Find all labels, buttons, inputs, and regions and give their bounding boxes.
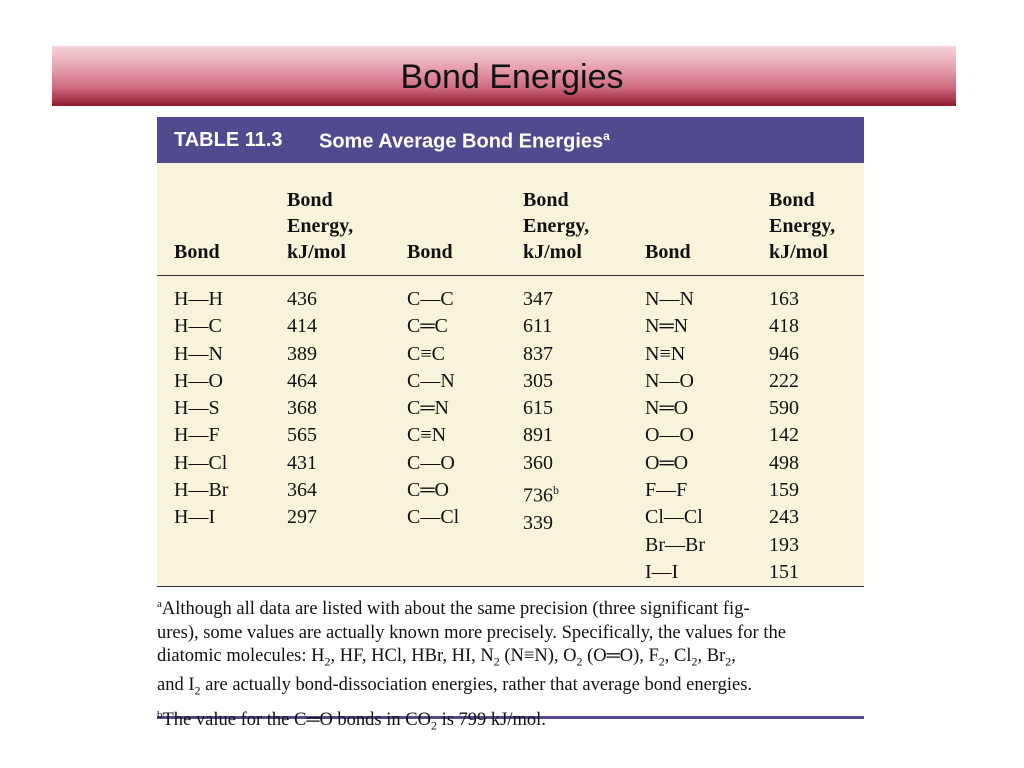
bond-cell: C═O: [407, 479, 449, 502]
bond-column-1: [174, 286, 228, 532]
energy-cell: 243: [769, 506, 799, 529]
energy-cell: 305: [523, 369, 553, 392]
energy-cell: 736$^b$: [523, 483, 559, 507]
energy-cell: 142: [769, 424, 799, 447]
slide-title: Bond Energies: [400, 58, 624, 96]
energy-column-2: [523, 286, 559, 537]
bond-cell: C═C: [407, 315, 448, 338]
energy-cell: 159: [769, 479, 799, 502]
table-body: [157, 163, 864, 586]
energy-cell: 436: [287, 288, 317, 310]
energy-cell: 222: [769, 369, 799, 392]
energy-cell: 464: [287, 369, 317, 392]
bond-cell: C—C: [407, 288, 454, 310]
energy-cell: 611: [523, 315, 553, 338]
table-header-bar: [157, 117, 864, 163]
energy-cell: 431: [287, 451, 317, 474]
bond-cell: H—I: [174, 506, 216, 529]
energy-cell: 414: [287, 315, 317, 338]
col-head-bond-3: Bond: [645, 241, 691, 263]
energy-cell: 498: [769, 451, 799, 474]
col-head-energy-1: Bond Energy, kJ/mol: [287, 189, 354, 263]
energy-column-1: [287, 286, 317, 532]
table-footnotes: [157, 586, 864, 733]
energy-cell: 891: [523, 424, 553, 447]
bond-cell: I—I: [645, 560, 679, 583]
bond-cell: H—H: [174, 288, 223, 310]
bond-cell: H—O: [174, 369, 223, 392]
column-headers: [157, 163, 864, 276]
bond-cell: N≡N: [645, 342, 686, 365]
bond-cell: C—O: [407, 451, 455, 474]
footnote-a-line-1: $^a$Although all data are listed with about the same precision (three significant fig-: [157, 598, 750, 620]
energy-cell: 615: [523, 397, 553, 420]
energy-cell: 368: [287, 397, 317, 420]
bond-cell: C—Cl: [407, 506, 460, 529]
bond-cell: H—S: [174, 397, 220, 420]
bond-cell: C═N: [407, 397, 449, 420]
energy-cell: 364: [287, 479, 317, 502]
energy-cell: 360: [523, 451, 553, 474]
col-head-bond-2: Bond: [407, 241, 453, 263]
energy-cell: 389: [287, 342, 317, 365]
bond-cell: H—C: [174, 315, 222, 338]
bond-cell: C≡N: [407, 424, 447, 447]
bond-cell: O—O: [645, 424, 694, 447]
bond-cell: N—N: [645, 288, 694, 310]
bond-cell: Br—Br: [645, 533, 705, 556]
footnote-a-line-4: and $I_2$ are actually bond-dissociation energies, rather that average bond energies.: [157, 675, 753, 699]
bond-cell: N═N: [645, 315, 689, 338]
bond-cell: Cl—Cl: [645, 506, 703, 529]
energy-cell: 946: [769, 342, 799, 365]
bond-cell: C≡C: [407, 342, 445, 365]
energy-cell: 193: [769, 533, 799, 556]
bond-cell: F—F: [645, 479, 688, 502]
table-number: TABLE 11.3: [174, 129, 283, 151]
footnote-a-line-3: diatomic molecules: $H_2$, HF, HCl, HBr, HI, $N_2$ (N≡N), $O_2$ (O═O), $F_2$, $Cl_2$, $Br_2$,: [157, 646, 736, 669]
energy-cell: 418: [769, 315, 799, 338]
energy-cell: 339: [523, 512, 553, 535]
table-rows: [157, 276, 864, 586]
bond-cell: N—O: [645, 369, 694, 392]
col-head-energy-2: Bond Energy, kJ/mol: [523, 189, 590, 263]
energy-cell: 565: [287, 424, 317, 447]
col-head-energy-3: Bond Energy, kJ/mol: [769, 189, 836, 263]
footnote-b-line: $^b$The value for the C═O bonds in $CO_2$ is 799 kJ/mol.: [157, 708, 546, 733]
bond-column-2: [407, 286, 459, 532]
energy-cell: 347: [523, 288, 553, 310]
table-caption: Some Average Bond Energies$^a$: [319, 129, 610, 153]
footnote-a-line-2: ures), some values are actually known more precisely. Specifically, the values for the: [157, 622, 786, 643]
bond-column-3: [645, 286, 705, 586]
energy-cell: 297: [287, 506, 317, 529]
col-head-bond-1: Bond: [174, 241, 220, 263]
bond-cell: H—N: [174, 342, 223, 365]
energy-column-3: [769, 286, 799, 586]
bond-cell: C—N: [407, 369, 455, 392]
energy-cell: 837: [523, 342, 553, 365]
bond-cell: H—F: [174, 424, 220, 447]
bond-cell: N═O: [645, 397, 689, 420]
energy-cell: 163: [769, 288, 799, 310]
bond-energy-table: [157, 117, 864, 733]
bond-cell: O═O: [645, 451, 689, 474]
bond-cell: H—Br: [174, 479, 229, 502]
energy-cell: 151: [769, 560, 799, 583]
bond-cell: H—Cl: [174, 451, 228, 474]
energy-cell: 590: [769, 397, 799, 420]
